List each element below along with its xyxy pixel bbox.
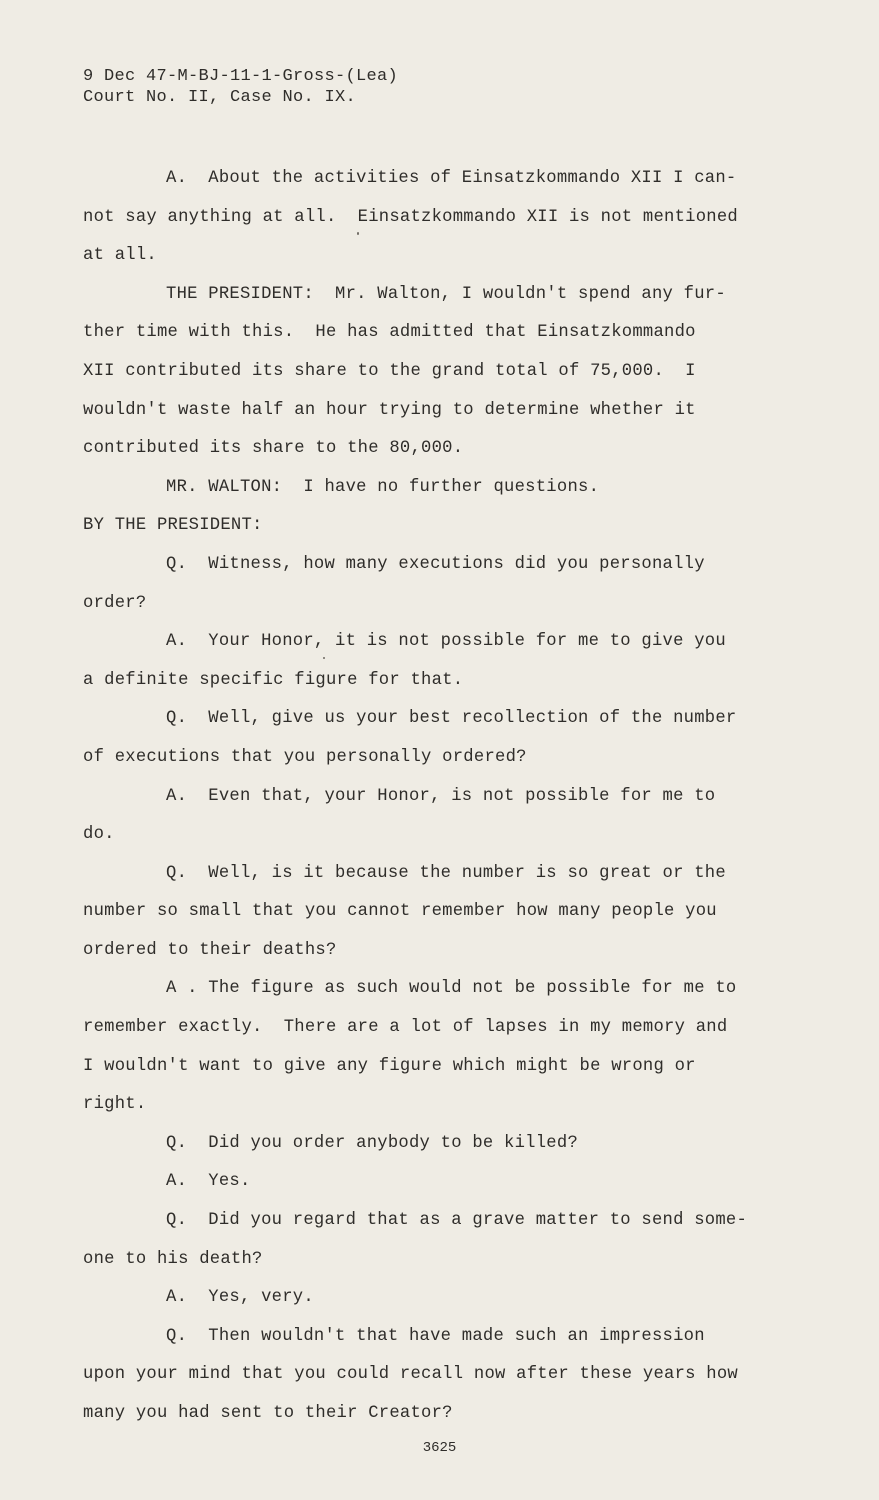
transcript-line: XII contributed its share to the grand total of 75,000. I — [83, 361, 696, 381]
transcript-line: remember exactly. There are a lot of lapses in my memory and — [83, 1018, 728, 1038]
transcript-line: Q. Then wouldn't that have made such an impression — [166, 1326, 705, 1346]
transcript-line: ther time with this. He has admitted that Einsatzkommando — [83, 323, 696, 343]
transcript-line: a definite specific figure for that. — [83, 670, 464, 690]
transcript-line: wouldn't waste half an hour trying to determine whether it — [83, 400, 696, 420]
transcript-line: A. Your Honor, it is not possible for me to give you — [166, 632, 726, 652]
document-header — [83, 66, 398, 108]
paper-speck — [323, 657, 325, 659]
transcript-line: BY THE PRESIDENT: — [83, 516, 263, 536]
transcript-line: A. Yes. — [166, 1172, 251, 1192]
transcript-line: not say anything at all. Einsatzkommando XII is not mentioned — [83, 207, 738, 227]
transcript-line: do. — [83, 825, 115, 845]
transcript-line: one to his death? — [83, 1249, 263, 1269]
transcript-line: order? — [83, 593, 147, 613]
transcript-line: many you had sent to their Creator? — [83, 1404, 453, 1423]
transcript-line: ordered to their deaths? — [83, 940, 337, 960]
paper-speck — [357, 232, 359, 235]
transcript-line: number so small that you cannot remember how many people you — [83, 902, 717, 922]
transcript-line: upon your mind that you could recall now after these years how — [83, 1365, 738, 1385]
transcript-line: THE PRESIDENT: Mr. Walton, I wouldn't spend any fur- — [166, 284, 726, 304]
transcript-body — [83, 160, 813, 1434]
transcript-line: A. Even that, your Honor, is not possible for me to — [166, 786, 716, 806]
page-number: 3625 — [422, 1440, 457, 1456]
transcript-line: right. — [83, 1095, 147, 1115]
transcript-line: A . The figure as such would not be possible for me to — [166, 979, 737, 999]
transcript-line: MR. WALTON: I have no further questions. — [166, 477, 600, 497]
transcript-line: Q. Witness, how many executions did you personally — [166, 554, 705, 574]
transcript-line: Q. Did you order anybody to be killed? — [166, 1133, 579, 1153]
transcript-line: Q. Well, give us your best recollection of the number — [166, 709, 737, 729]
transcript-line: A. About the activities of Einsatzkommando XII I can- — [166, 169, 737, 188]
transcript-line: Q. Did you regard that as a grave matter to send some- — [166, 1211, 748, 1231]
transcript-line: of executions that you personally ordered? — [83, 747, 527, 767]
transcript-line: I wouldn't want to give any figure which might be wrong or — [83, 1056, 696, 1076]
header-docket-line: 9 Dec 47-M-BJ-11-1-Gross-(Lea) — [83, 67, 399, 86]
transcript-line: Q. Well, is it because the number is so great or the — [166, 863, 726, 883]
header-court-line: Court No. II, Case No. IX. — [83, 88, 357, 107]
transcript-line: contributed its share to the 80,000. — [83, 439, 464, 459]
transcript-line: at all. — [83, 246, 157, 266]
transcript-line: A. Yes, very. — [166, 1288, 314, 1308]
